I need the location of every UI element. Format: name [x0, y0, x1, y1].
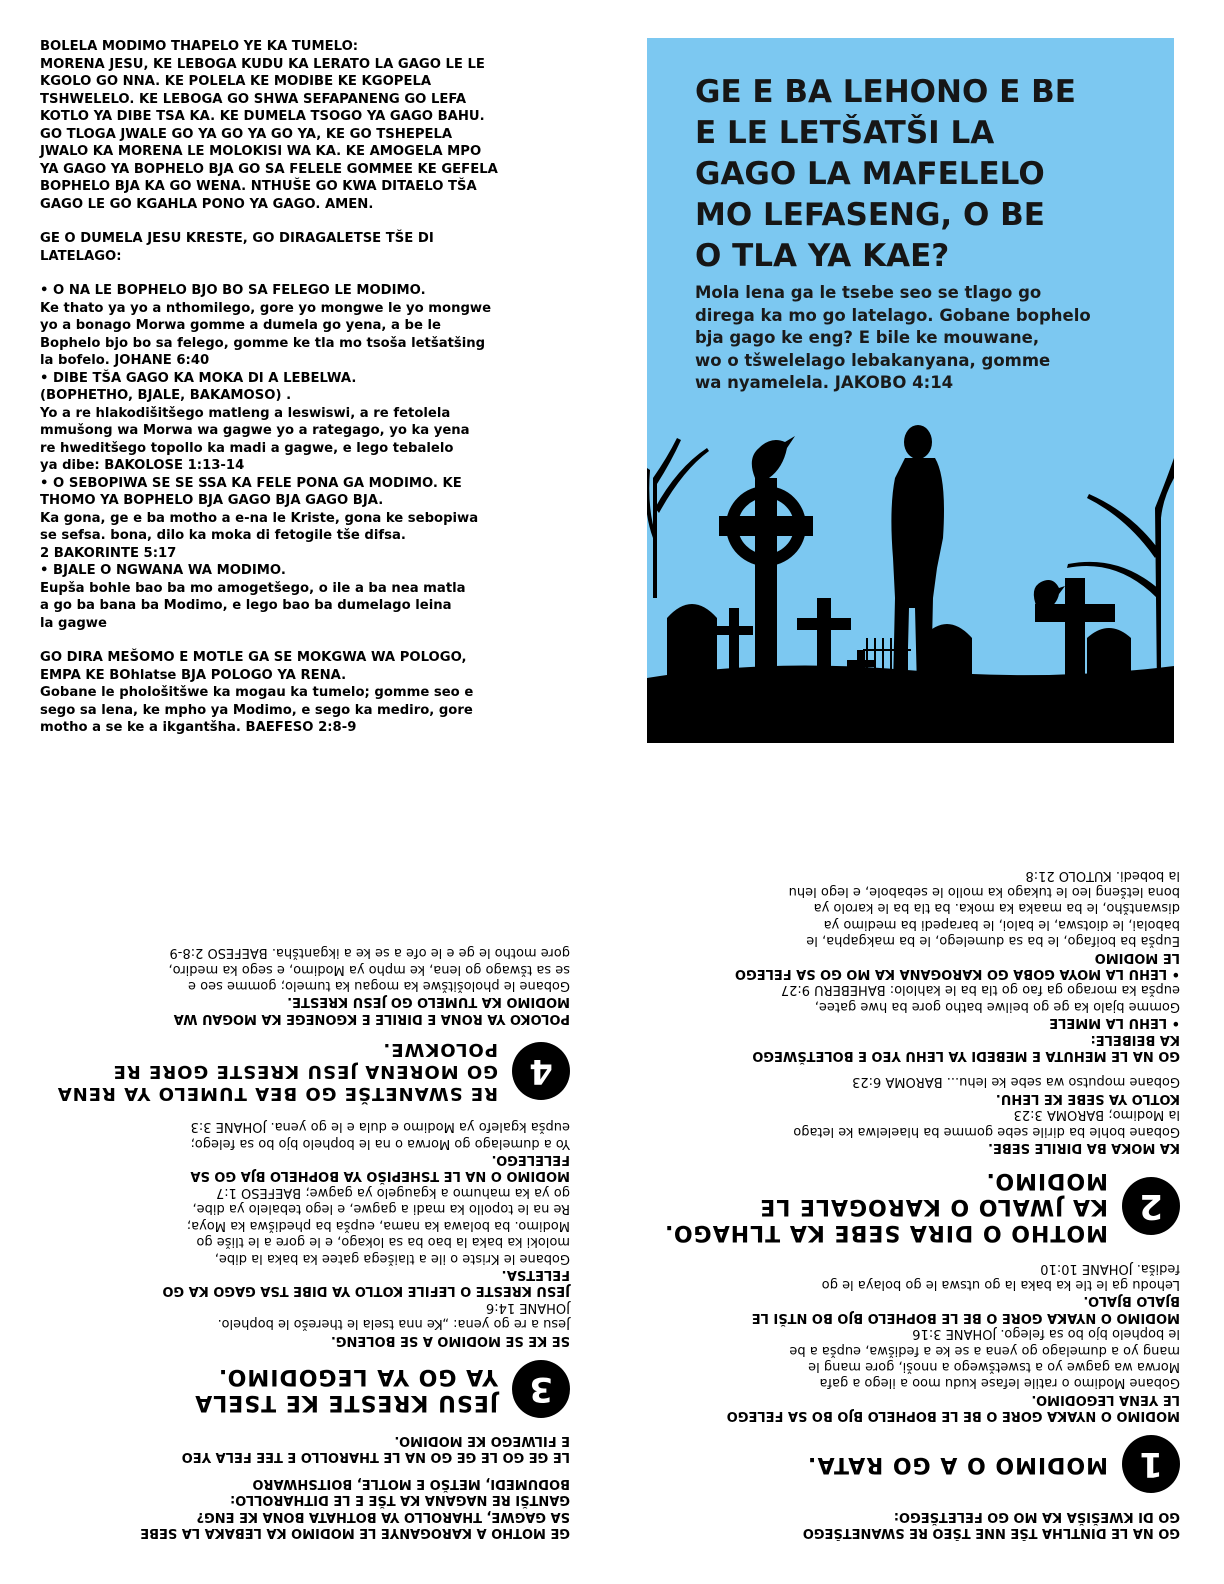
section-1-2-panel — [640, 800, 1180, 1540]
prayer-text: MORENA JESU, KE LEBOGA KUDU KA LERATO LA GAGO LE LE KGOLO GO NNA. KE POLELA KE MODIBE KE KGOPELA TSHWELELO. KE LEBOGA GO SHWA SEFAPANENG GO LEFA KOTLO YA DIBE TSA KA. KE DUMELA TSOGO YA GAGO BAHU. GO TLOGA JWALE GO YA GO YA GO YA, KE GO TSHEPELA JWALO KA MORENA LE MOLOKISI WA KA. KE AMOGELA MPO YA GAGO YA BOPHELO BJA GO SA FELELE GOMMEE KE GEFELA BOPHELO BJA KA GO WENA. NTHUŠE GO KWA DITAELO TŠA GAGO LE GO KGAHLA PONO YA GAGO. AMEN. — [40, 56, 498, 212]
heading-2-text: MOTHO O DIRA SEBE KA TLHAGO. KA JWALO O KAROGALE LE MODIMO. — [664, 1168, 1108, 1246]
s3-sub3: MODIMO O NA LE TSHEPIŠO YA BOPHELO BJA GO SA FELELEGO. — [190, 1152, 570, 1184]
s2-sub3: GO NA LE MEHUTA E MEBEDI YA LEHU YEO E BOLETŠWEGO KA BEIBELE: — [752, 1031, 1180, 1064]
heading-4-text: RE SWANETŠE GO BEA TUMELO YA RENA GO MORENA JESU KRESTE GORE RE POLOKWE. — [56, 1038, 498, 1104]
s3-text3: Yo a dumelago go Morwa o na le bophelo bjo bo sa felego; eupša kgalefo ya Modimo e dula e le go yena. JOHANE 3:3 — [190, 1119, 570, 1151]
right-tree — [1147, 458, 1174, 688]
poster — [647, 38, 1174, 743]
solution-intro-2: LE GE GO LE GE GO NA LE THAROLLO E TEE FELA YEO E FILWEGO KE MODIMO. — [181, 1432, 570, 1465]
poster-headline: GE E BA LEHONO E BE E LE LETŠATŠI LA GAGO LA MAFELELO MO LEFASENG, O BE O TLA YA KAE? — [695, 74, 1076, 274]
s1-text: Gobane Modimo o ratile lefase kudu moo a ilego a gafa Morwa wa gagwe yo a tswetšwego a nnoši, gore mang le mang yo a dumelago go yena a se ke a fedišwa, eupša a be le bophelo bjo bo sa felego. JOHANE 3:16 — [789, 1326, 1180, 1391]
s2-text5: Eupša ba boifago, le ba sa dumelego, le ba makgapha, le babolai, le diotswa, le baloi, le barapedi ba medimo ya diswantšho, le ba maaka ka moka. ba tla ba le karolo ya bona letšeng leo le tukago ka mollo le sebabole, e lego lehu la bobedi. KUTOLO 21:8 — [788, 867, 1180, 949]
solution-intro: GE MOTHO A KAROGANYE LE MODIMO KA LEBAKA LA SEBE SA GAGWE, THAROLLO YA BOTHATA BONA KE ENG? GANTŠI RE NAGANA KA TŠE E LE DITHAROLLO: BODUMEDI, METŠO E MOTLE, BOITSHWARO — [140, 1475, 570, 1540]
s2-text2: Gobane moputso wa sebe ke lehu... BAROMA 6:23 — [852, 1074, 1180, 1090]
s1-text2: Lehodu ga le tle ka baka la go utswa le go bolaya le go fediša. JOHANE 10:10 — [821, 1260, 1180, 1292]
s2-sub: KA MOKA BA DIRILE SEBE. — [988, 1140, 1180, 1156]
s3-text: Jesu a re go yena: „Ke nna tsela le therešo le bophelo. JOHANE 14:6 — [217, 1299, 570, 1332]
section-3-4-panel — [30, 800, 570, 1540]
crow-left — [752, 436, 795, 478]
number-badge: 3 — [512, 1360, 570, 1418]
point3-title: • O SEBOPIWA SE SE SSA KA FELE PONA GA MODIMO. KE THOMO YA BOPHELO BJA GAGO BJA GAGO BJA. — [40, 475, 462, 508]
heading-4 — [30, 1038, 570, 1104]
s2-sub5: • LEHU LA MOYA GOBA GO KAROGANA KA MO GO SA FELEGO LE MODIMO — [735, 949, 1180, 982]
point3-text: Ka gona, ge e ba motho a e-na le Kriste, gona ke sebopiwa se sefsa. bona, dilo ka moka di fetogile tše difsa. 2 BAKORINTE 5:17 — [40, 510, 479, 561]
point2-text: Yo a re hlakodišitšego matleng a leswiswi, a re fetolela mmušong wa Morwa wa gagwe yo a rategago, yo ka yena re hweditšego topollo ka madi a gagwe, e lego tebalelo ya dibe: BAKOLOSE 1:13-14 — [40, 405, 470, 473]
s3-sub2: JESU KRESTE O LEFILE KOTLO YA DIBE TSA GAGO KA GO FELETSA. — [162, 1266, 570, 1299]
s2-text4: Gomme bjalo ka ge go beilwe batho gore ba hwe gatee, eupša ka morago ga fao go tla ba le kahlolo: BAHEBERU 9:27 — [780, 982, 1180, 1014]
heading-3-text: JESU KRESTE KE TSELA YA GO YA LEGODIMO. — [194, 1363, 498, 1415]
number-badge: 1 — [1122, 1435, 1180, 1493]
point4-title: • BJALE O NGWANA WA MODIMO. — [40, 563, 286, 578]
s1-sub2: MODIMO O NYAKA GORE O BE LE BOPHELO BJO BO NTŠI LE BJALO BJALO. — [751, 1293, 1180, 1325]
results-intro: GE O DUMELA JESU KRESTE, GO DIRAGALETSE TŠE DI LATELAGO: — [40, 231, 434, 264]
s3-text2: Gobane le Kriste o ile a tlaišega gatee ka baka la dibe, moloki ka baka la bao ba sa lokago, e le gore a le tliše go Modimo. ba bolawa ka nama, eupša ba phedišwa ka Moya; Re na le topollo ka madi a gagwe, e lego tebalelo ya dibe, go ya ka mahumo a kgaugelo ya gagwe; BAEFESO 1:7 — [186, 1184, 570, 1266]
number-badge: 4 — [512, 1042, 570, 1100]
small-cross — [817, 598, 831, 688]
poster-body: Mola lena ga le tsebe seo se tlago go direga ka mo go latelago. Gobane bophelo bja gago ke eng? E bile ke mouwane, wo o tšwelelago lebakanyana, gomme wa nyamelela. JAKOBO 4:14 — [695, 283, 1091, 392]
point2-title: • DIBE TŠA GAGO KA MOKA DI A LEBELWA. (BOPHETHO, BJALE, BAKAMOSO) . — [40, 370, 357, 403]
tombstone — [667, 604, 717, 688]
left-tree — [647, 438, 681, 598]
heading-1 — [640, 1435, 1180, 1493]
heading-1-text: MODIMO O A GO RATA. — [806, 1452, 1108, 1478]
number-badge: 2 — [1122, 1177, 1180, 1235]
heading-3 — [30, 1360, 570, 1418]
s4-text: Gobane le phološitšwe ka mogau ka tumelo; gomme seo e se sa tšwago go lena, ke mpho ya Modimo, e sego ka mediro, gore motho le ge e le ofe a se ke a ikgantšha. BAEFESO 2:8-9 — [168, 945, 570, 994]
s1-sub: MODIMO O NYAKA GORE O BE LE BOPHELO BJO BO SA FELEGO LE YENA LEGODIMO. — [726, 1391, 1180, 1424]
s2-sub2: KOTLO YA SEBE KE LEHU. — [995, 1090, 1180, 1106]
s4-sub: POLOKO YA RONA E DIRILE E KGONEGE KA MOGAU WA MODIMO KA TUMELO GO JESU KRESTE. — [173, 994, 570, 1026]
works-title: GO DIRA MEŠOMO E MOTLE GA SE MOKGWA WA POLOGO, EMPA KE BOhlatse BJA POLOGO YA RENA. — [40, 650, 467, 683]
four-points-intro: GO NA LE DINTLHA TŠE NNE TŠEO RE SWANETŠEGO GO DI KWEŠIŠA KA MO GO FELETŠEGO: — [802, 1508, 1180, 1540]
s2-text: Gobane bohle ba dirile sebe gomme ba hlaelelwa ke letago la Modimo; BAROMA 3:23 — [793, 1107, 1180, 1139]
prayer-title: BOLELA MODIMO THAPELO YE KA TUMELO: — [40, 39, 359, 54]
point4-text: Eupša bohle bao ba mo amogetšego, o ile a ba nea matla a go ba bana ba Modimo, e lego bao ba dumelago leina la gagwe — [40, 580, 466, 631]
works-text: Gobane le phološitšwe ka mogau ka tumelo; gomme seo e sego sa lena, ke mpho ya Modimo, e sego ka mediro, gore motho a se ke a ikgantšha. BAEFESO 2:8-9 — [40, 685, 474, 735]
prayer-section — [40, 38, 595, 737]
s3-sub: SE KE SE MODIMO A SE BOLENG. — [330, 1332, 570, 1348]
point1-text: Ke thato ya yo a nthomilego, gore yo mongwe le yo mongwe yo a bonago Morwa gomme a dumela go yena, a be le Bophelo bjo bo sa felego, gomme ke tla mo tsoša letšatšing la bofelo. JOHANE 6:40 — [40, 300, 492, 368]
heading-2 — [640, 1167, 1180, 1245]
tombstone — [1087, 628, 1131, 688]
point1-title: • O NA LE BOPHELO BJO BO SA FELEGO LE MODIMO. — [40, 283, 426, 298]
s2-sub4: • LEHU LA MMELE — [1049, 1015, 1180, 1031]
